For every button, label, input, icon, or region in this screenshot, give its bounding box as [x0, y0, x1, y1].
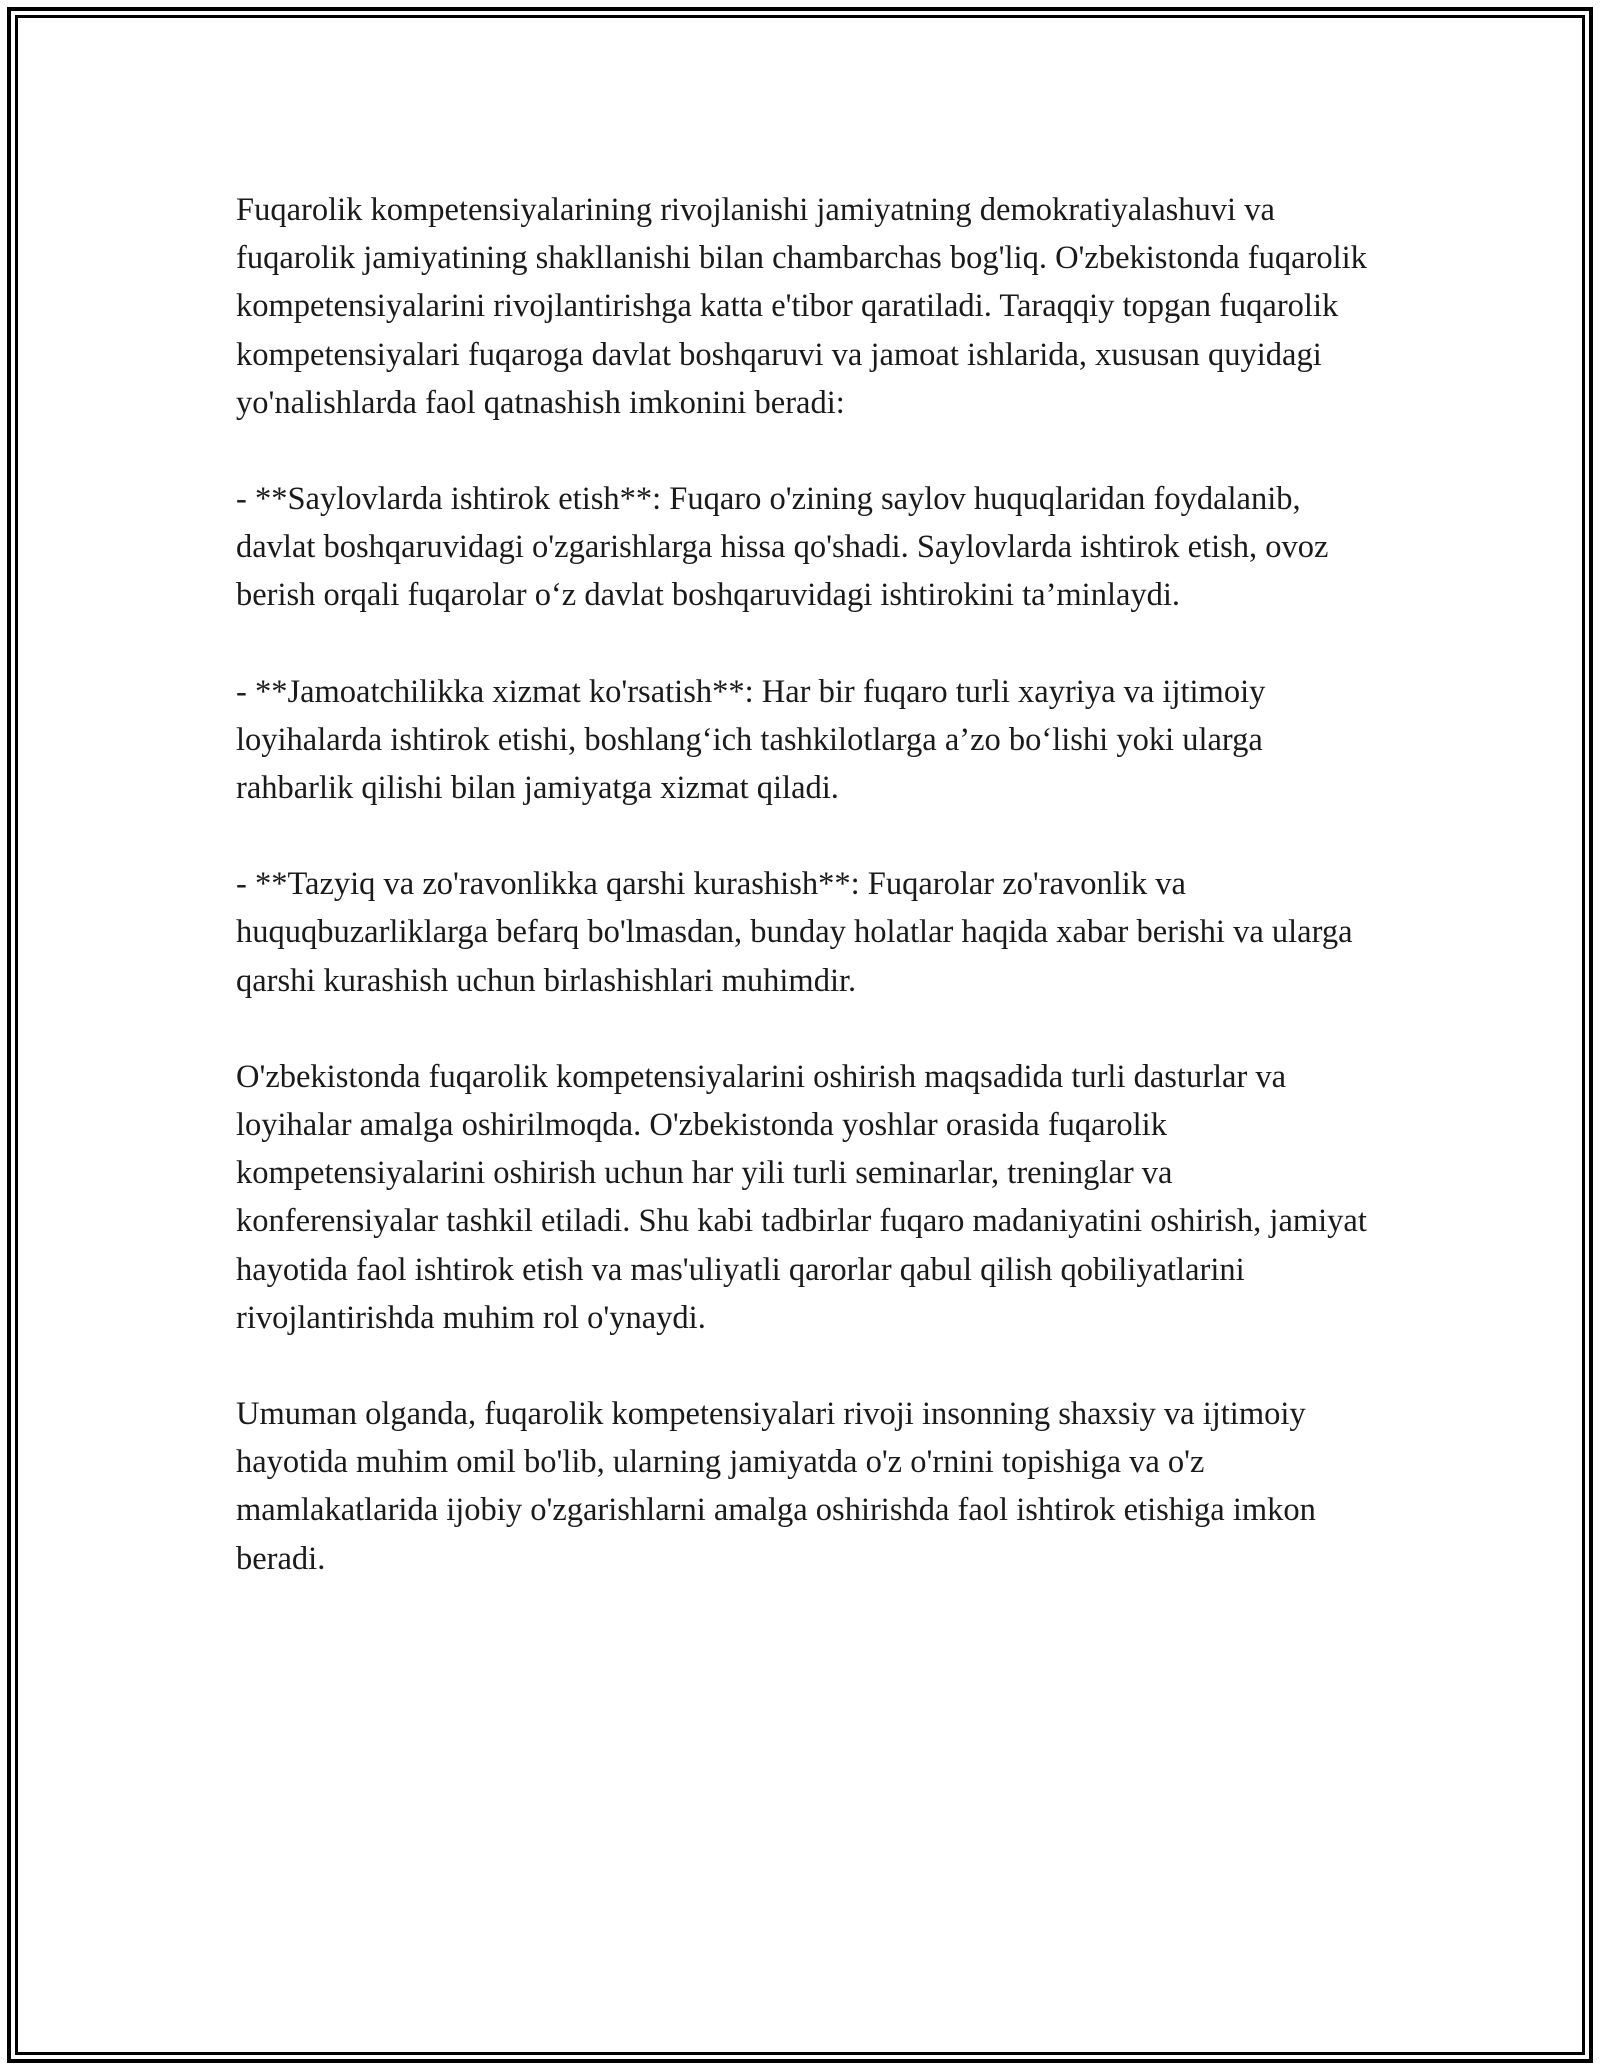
paragraph-programs: O'zbekistonda fuqarolik kompetensiyalarini oshirish maqsadida turli dasturlar va loyihalar amalga oshirilmoqda. O'zbekistonda yoshlar orasida fuqarolik kompetensiyalarini oshirish uchun har yili turli seminarlar, treninglar va konferensiyalar tashkil etiladi. Shu kabi tadbirlar fuqaro madaniyatini oshirish, jamiyat hayotida faol ishtirok etish va mas'uliyatli qarorlar qabul qilish qobiliyatlarini rivojlantirishda muhim rol o'ynaydi. [236, 1058, 1367, 1336]
paragraph-anti-violence: - **Tazyiq va zo'ravonlikka qarshi kurashish**: Fuqarolar zo'ravonlik va huquqbuzarliklarga befarq bo'lmasdan, bunday holatlar haqida xabar berishi va ularga qarshi kurashish uchun birlashishlari muhimdir. [236, 866, 1353, 999]
paragraph-conclusion: Umuman olganda, fuqarolik kompetensiyalari rivoji insonning shaxsiy va ijtimoiy hayotida muhim omil bo'lib, ularning jamiyatda o'z o'rnini topishiga va o'z mamlakatlarida ijobiy o'zgarishlarni amalga oshirishda faol ishtirok etishiga imkon beradi. [236, 1396, 1316, 1577]
paragraph-community-service: - **Jamoatchilikka xizmat ko'rsatish**: Har bir fuqaro turli xayriya va ijtimoiy loyihalarda ishtirok etishi, boshlang‘ich tashkilotlarga a’zo bo‘lishi yoki ularga rahbarlik qilishi bilan jamiyatga xizmat qiladi. [236, 673, 1266, 807]
paragraph-intro: Fuqarolik kompetensiyalarining rivojlanishi jamiyatning demokratiyalashuvi va fuqarolik jamiyatining shakllanishi bilan chambarchas bog'liq. O'zbekistonda fuqarolik kompetensiyalarini rivojlantirishga katta e'tibor qaratiladi. Taraqqiy topgan fuqarolik kompetensiyalari fuqaroga davlat boshqaruvi va jamoat ishlarida, xususan quyidagi yo'nalishlarda faol qatnashish imkonini beradi: [236, 192, 1367, 421]
paragraph-elections: - **Saylovlarda ishtirok etish**: Fuqaro o'zining saylov huquqlaridan foydalanib, davlat boshqaruvidagi o'zgarishlarga hissa qo'shadi. Saylovlarda ishtirok etish, ovoz berish orqali fuqarolar o‘z davlat boshqaruvidagi ishtirokini ta’minlaydi. [236, 481, 1329, 614]
document-body [236, 186, 1371, 1631]
